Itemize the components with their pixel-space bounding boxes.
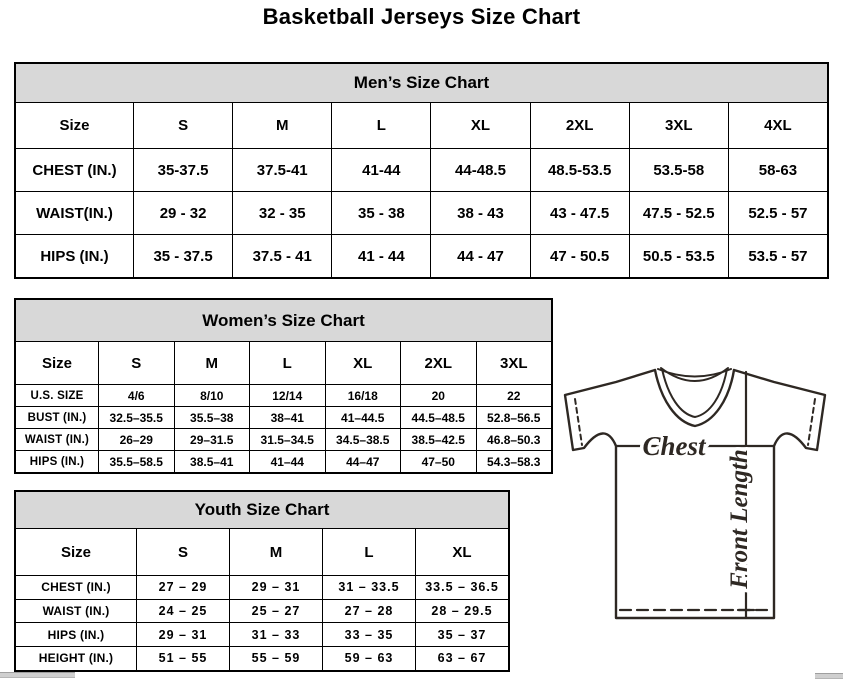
size-value: 31 – 33.5 [322, 575, 415, 599]
size-value: 26–29 [98, 428, 174, 450]
column-header: M [174, 341, 250, 384]
size-value: 35.5–58.5 [98, 450, 174, 472]
column-header: S [98, 341, 174, 384]
size-value: 29 - 32 [133, 191, 232, 234]
column-header: L [331, 102, 430, 148]
row-label: BUST (IN.) [16, 406, 98, 428]
right-sleeve-stitch [808, 399, 815, 445]
size-value: 22 [476, 384, 552, 406]
size-value: 29–31.5 [174, 428, 250, 450]
size-value: 44 - 47 [430, 234, 529, 277]
size-value: 27 – 29 [136, 575, 229, 599]
size-value: 47 - 50.5 [530, 234, 629, 277]
size-value: 28 – 29.5 [415, 599, 508, 623]
column-header: 3XL [476, 341, 552, 384]
size-value: 35 – 37 [415, 622, 508, 646]
column-header: Size [16, 341, 98, 384]
size-value: 54.3–58.3 [476, 450, 552, 472]
column-header: M [232, 102, 331, 148]
collar-rib-line [661, 368, 728, 381]
size-value: 47–50 [400, 450, 476, 472]
size-value: 27 – 28 [322, 599, 415, 623]
row-label: CHEST (IN.) [16, 575, 136, 599]
row-label: U.S. SIZE [16, 384, 98, 406]
size-value: 33 – 35 [322, 622, 415, 646]
size-value: 29 – 31 [229, 575, 322, 599]
size-value: 38.5–42.5 [400, 428, 476, 450]
scrollbar-fragment-left[interactable] [0, 672, 75, 678]
size-value: 34.5–38.5 [325, 428, 401, 450]
size-value: 31.5–34.5 [249, 428, 325, 450]
column-header: S [136, 528, 229, 575]
youth-table-grid [16, 528, 508, 670]
column-header: Size [16, 528, 136, 575]
page-title: Basketball Jerseys Size Chart [262, 4, 581, 29]
size-value: 38.5–41 [174, 450, 250, 472]
row-label: HIPS (IN.) [16, 234, 133, 277]
size-value: 25 – 27 [229, 599, 322, 623]
size-value: 58-63 [728, 148, 827, 191]
size-value: 35 - 38 [331, 191, 430, 234]
column-header: M [229, 528, 322, 575]
size-value: 33.5 – 36.5 [415, 575, 508, 599]
size-value: 16/18 [325, 384, 401, 406]
size-value: 52.8–56.5 [476, 406, 552, 428]
column-header: S [133, 102, 232, 148]
mens-table-grid [16, 102, 827, 277]
size-value: 44–47 [325, 450, 401, 472]
front-length-label: Front Length [726, 449, 753, 589]
womens-size-table [14, 298, 553, 474]
size-value: 51 – 55 [136, 646, 229, 670]
size-value: 4/6 [98, 384, 174, 406]
scrollbar-fragment-right[interactable] [815, 673, 843, 679]
row-label: HIPS (IN.) [16, 622, 136, 646]
row-label: HEIGHT (IN.) [16, 646, 136, 670]
size-value: 32.5–35.5 [98, 406, 174, 428]
size-value: 59 – 63 [322, 646, 415, 670]
column-header: 3XL [629, 102, 728, 148]
size-value: 44.5–48.5 [400, 406, 476, 428]
size-value: 31 – 33 [229, 622, 322, 646]
column-header: 2XL [400, 341, 476, 384]
womens-table-grid [16, 341, 551, 472]
size-value: 41–44.5 [325, 406, 401, 428]
row-label: WAIST(IN.) [16, 191, 133, 234]
size-value: 52.5 - 57 [728, 191, 827, 234]
jersey-outline [565, 370, 825, 618]
size-value: 37.5 - 41 [232, 234, 331, 277]
column-header: 2XL [530, 102, 629, 148]
row-label: WAIST (IN.) [16, 599, 136, 623]
size-value: 38 - 43 [430, 191, 529, 234]
column-header: Size [16, 102, 133, 148]
jersey-svg [558, 362, 843, 632]
column-header: XL [430, 102, 529, 148]
size-value: 53.5 - 57 [728, 234, 827, 277]
size-value: 48.5-53.5 [530, 148, 629, 191]
size-value: 37.5-41 [232, 148, 331, 191]
size-value: 35 - 37.5 [133, 234, 232, 277]
size-value: 24 – 25 [136, 599, 229, 623]
column-header: L [322, 528, 415, 575]
size-value: 29 – 31 [136, 622, 229, 646]
size-value: 43 - 47.5 [530, 191, 629, 234]
size-value: 35-37.5 [133, 148, 232, 191]
size-value: 44-48.5 [430, 148, 529, 191]
size-value: 41 - 44 [331, 234, 430, 277]
size-value: 46.8–50.3 [476, 428, 552, 450]
left-sleeve-stitch [575, 399, 582, 445]
chest-label: Chest [642, 431, 706, 461]
mens-size-table [14, 62, 829, 279]
size-value: 63 – 67 [415, 646, 508, 670]
size-value: 53.5-58 [629, 148, 728, 191]
size-value: 32 - 35 [232, 191, 331, 234]
size-value: 35.5–38 [174, 406, 250, 428]
size-value: 47.5 - 52.5 [629, 191, 728, 234]
size-value: 8/10 [174, 384, 250, 406]
column-header: XL [415, 528, 508, 575]
size-value: 41–44 [249, 450, 325, 472]
row-label: CHEST (IN.) [16, 148, 133, 191]
column-header: XL [325, 341, 401, 384]
size-value: 55 – 59 [229, 646, 322, 670]
size-value: 12/14 [249, 384, 325, 406]
size-value: 41-44 [331, 148, 430, 191]
womens-table-header: Women’s Size Chart [16, 300, 551, 341]
youth-size-table [14, 490, 510, 672]
youth-table-header: Youth Size Chart [16, 492, 508, 528]
size-value: 50.5 - 53.5 [629, 234, 728, 277]
column-header: L [249, 341, 325, 384]
mens-table-header: Men’s Size Chart [16, 64, 827, 102]
column-header: 4XL [728, 102, 827, 148]
size-value: 20 [400, 384, 476, 406]
size-value: 38–41 [249, 406, 325, 428]
row-label: WAIST (IN.) [16, 428, 98, 450]
row-label: HIPS (IN.) [16, 450, 98, 472]
jersey-diagram [558, 362, 843, 632]
